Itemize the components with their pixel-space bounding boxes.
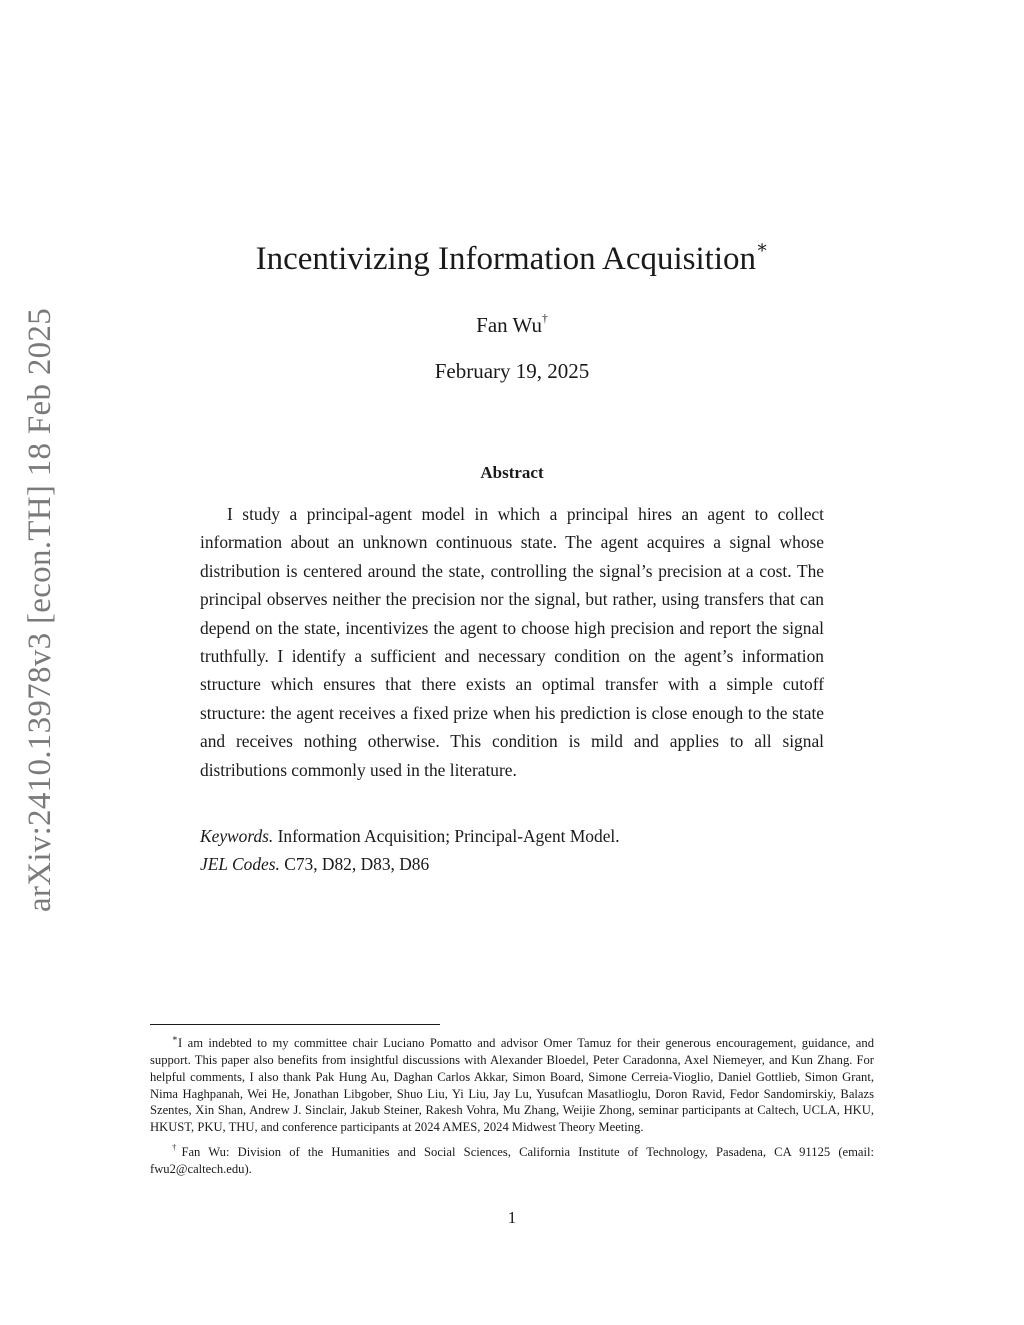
keywords-label: Keywords. — [200, 826, 274, 846]
paper-title — [0, 226, 1024, 284]
abstract-heading: Abstract — [480, 463, 544, 482]
page-number: 1 — [507, 1208, 517, 1227]
jel-codes-label: JEL Codes. — [200, 854, 280, 874]
footnote-text: Fan Wu: Division of the Humanities and Social Sciences, California Institute of Technology, Pasadena, CA 91125 (email: fwu2@caltech.edu). — [150, 1145, 875, 1176]
author-name: Fan Wu — [476, 313, 543, 337]
jel-codes-text: C73, D82, D83, D86 — [284, 854, 430, 874]
paper-date: February 19, 2025 — [434, 359, 590, 383]
keywords-line — [200, 822, 824, 850]
abstract-body: I study a principal-agent model in which a principal hires an agent to collect information about an unknown continuous state. The agent acquires a signal whose distribution is centered around the state, controlling the signal’s precision at a cost. The principal observes neither the precision nor the signal, but rather, using transfers that can depend on the state, incentivizes the agent to choose high precision and report the signal truthfully. I identify a sufficient and necessary condition on the agent’s information structure which ensures that there exists an optimal transfer with a simple cutoff structure: the agent receives a fixed prize when his prediction is close enough to the state and receives nothing otherwise. This condition is mild and applies to all signal distributions commonly used in the literature. — [200, 504, 824, 780]
footnote-divider — [150, 1024, 440, 1025]
footnote-affiliation — [150, 1140, 874, 1178]
author-line — [0, 306, 1024, 340]
footnotes-section — [150, 1031, 874, 1182]
author-footnote-mark[interactable]: † — [542, 312, 548, 325]
title-footnote-mark[interactable]: ∗ — [756, 237, 769, 258]
jel-codes-line — [200, 850, 824, 878]
arxiv-identifier-stamp: arXiv:2410.13978v3 [econ.TH] 18 Feb 2025 — [22, 307, 58, 913]
footnote-acknowledgments — [150, 1031, 874, 1136]
keywords-text: Information Acquisition; Principal-Agent Model. — [277, 826, 620, 846]
footnote-text: I am indebted to my committee chair Luciano Pomatto and advisor Omer Tamuz for their generous encouragement, guidance, and support. This paper also benefits from insightful discussions with Alexander Bloedel, Peter Caradonna, Axel Niemeyer, and Kun Zhang. For helpful comments, I also thank Pak Hung Au, Daghan Carlos Akkar, Simon Board, Simone Cerreia-Vioglio, Daniel Gottlieb, Simon Grant, Nima Haghpanah, Wei He, Jonathan Libgober, Shuo Liu, Yi Liu, Jay Lu, Yusufcan Masatlioglu, Doron Ravid, Fedor Sandomirskiy, Balazs Szentes, Xin Shan, Andrew J. Sinclair, Jakub Steiner, Rakesh Vohra, Mu Zhang, Weijie Zhong, seminar participants at Caltech, UCLA, HKU, HKUST, PKU, THU, and conference participants at 2024 AMES, 2024 Midwest Theory Meeting. — [150, 1036, 874, 1135]
footnote-mark: † — [172, 1142, 182, 1153]
paper-title-text: Incentivizing Information Acquisition — [255, 241, 757, 277]
footnote-mark: ∗ — [172, 1033, 178, 1044]
